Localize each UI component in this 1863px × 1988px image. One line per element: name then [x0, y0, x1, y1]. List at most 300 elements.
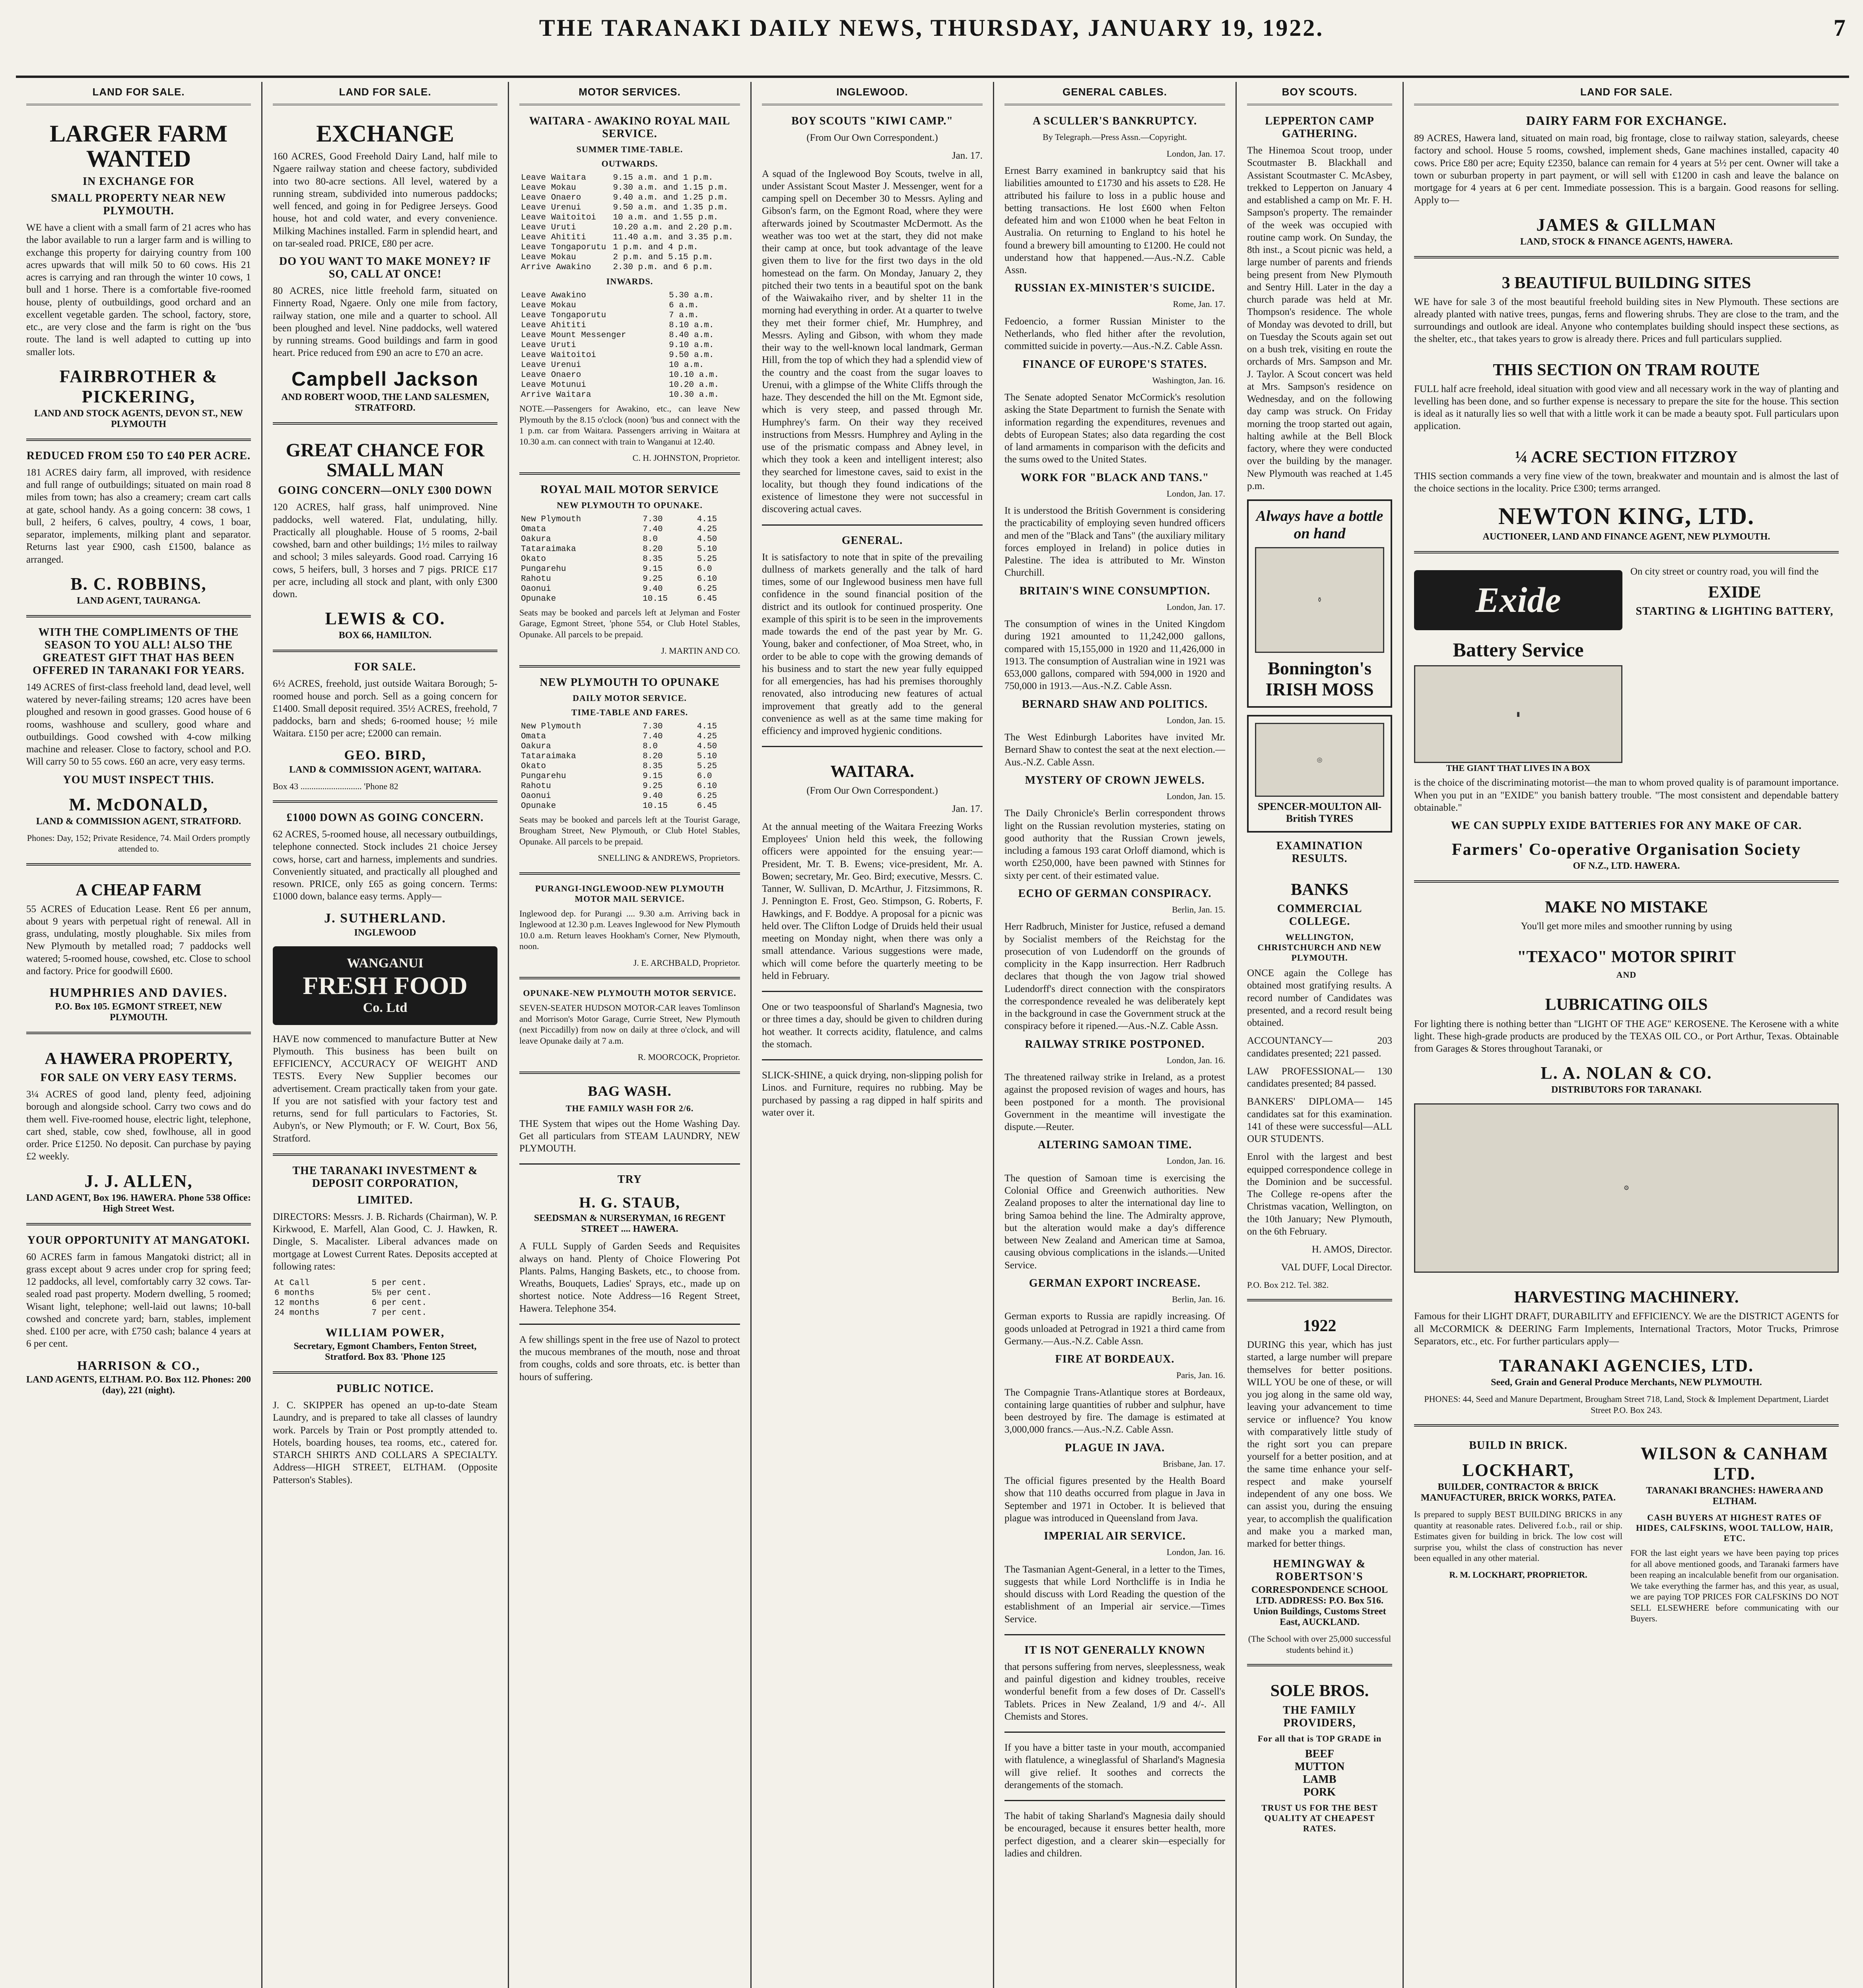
- article-headline: IT IS NOT GENERALLY KNOWN: [1024, 1644, 1205, 1656]
- timetable-row: [519, 574, 740, 584]
- column-heading: LAND FOR SALE.: [1414, 82, 1839, 105]
- article-body: Fedoencio, a former Russian Minister to the Netherlands, who fled hither after the revolution, committed suicide in poverty.—Aus.-N.Z. Cable Assn.: [1004, 316, 1225, 352]
- article-date: Rome, Jan. 17.: [1173, 299, 1225, 309]
- article-body: The Compagnie Trans-Atlantique stores at Bordeaux, containing large quantities of rubber and sulphur, have been destroyed by fire. The damage is estimated at 3,000,000 francs.—Aus.-N.Z. Cable Assn.: [1004, 1387, 1225, 1435]
- table-cell: Leave Mokau: [521, 301, 576, 310]
- ad-subheading: WE CAN SUPPLY EXIDE BATTERIES FOR ANY MAKE OF CAR.: [1451, 819, 1802, 832]
- table-cell: Arrive Awakino: [521, 263, 591, 272]
- table-cell: 6.45: [697, 801, 717, 811]
- article-date: Paris, Jan. 16.: [1176, 1370, 1225, 1380]
- divider: [1247, 1664, 1392, 1666]
- meat-item: MUTTON: [1294, 1760, 1345, 1773]
- table-cell: 6.10: [697, 781, 717, 791]
- article-body: A squad of the Inglewood Boy Scouts, twelve in all, under Assistant Scout Master J. Messenger, went for a camping spell on December 30 to Messrs. Ayling and Gibson's farm, on the Egmont Road, where they were afterwards joined by Scoutmaster McDermott. As the weather was too wet at the start, they did not make their camp at once, but took advantage of the leave given them to live for the first two days in the old homestead on the farm. On Monday, January 2, they pitched their two tents in a beautiful spot on the bank of the Waiwakaiho river, and by shelter 11 in the morning had everything in order. At a quarter to twelve they met their former chief, Mr. Humphrey, and Messrs. Ayling and Gibson, with whom they made their way to the well-known local landmark, German Hill, from the top of which they had a splendid view of the country and the coast from the sugar loaves to Urenui, with a glimpse of the White Cliffs through the haze. They descended the hill on the Mt. Egmont side, which is very steep, and passed through Mr. Humphrey's farm. On their way they received instructions from Messrs. Humphrey and Ayling in the use of the prismatic compass and Abney level, in which they took a keen and intelligent interest; also they searched for limestone caves, said to exist in the locality, but though they found indications of the existence of limestone they were not successful in discovering actual caves.: [762, 168, 983, 515]
- ad-body: WE have a client with a small farm of 21 acres who has the labor available to run a larger farm and is willing to exchange this property for dairying country from 100 acres upwards that will milk 50 to 60 cows. His 21 acres is carrying and ran through the winter 10 cows, 1 bull and 1 horse. There is a comfortable five-roomed house, plenty of outbuildings, good orchard and an excellent vegetable garden. The school, factory, store, etc., are very close and the farm is right on the 'bus route. The land is well adapted to cutting up into smaller lots.: [26, 222, 251, 357]
- ad-body: Seats may be booked and parcels left at Jelyman and Foster Garage, Egmont Street, 'phone 554, or Club Hotel Stables, Opunake. All parcels to be prepaid.: [519, 607, 740, 639]
- ad-subheading: NEW PLYMOUTH TO OPUNAKE.: [557, 500, 703, 510]
- agent-address: LAND & COMMISSION AGENT, WAITARA.: [289, 764, 481, 775]
- bottle-illustration-icon: ⚱: [1255, 547, 1384, 653]
- ad-body: Inglewood dep. for Purangi .... 9.30 a.m. Arriving back in Inglewood at 12.30 p.m. Leaves Inglewood for New Plymouth 10.0 a.m. Return leaves Hookham's Corner, New Plymouth, noon.: [519, 908, 740, 951]
- article-date: London, Jan. 17.: [1166, 602, 1225, 612]
- ad-headline: A HAWERA PROPERTY,: [45, 1050, 233, 1068]
- agent-name: NEWTON KING, LTD.: [1498, 503, 1755, 530]
- article-body: The Daily Chronicle's Berlin correspondent throws light on the Russian revolution mysteries, stating on good authority that the Russian Crown jewels, including a famous 193 carat Orloff diamond, which is worth £250,000, have been pawned with Stinnes for sixty per cent. of their estimated value.: [1004, 808, 1225, 881]
- ad-headline: ¼ ACRE SECTION FITZROY: [1515, 448, 1738, 466]
- divider: [519, 472, 740, 475]
- divider: [519, 872, 740, 875]
- table-cell: Leave Awakino: [521, 291, 586, 300]
- ad-signature: VAL DUFF, Local Director.: [1281, 1262, 1392, 1273]
- divider: [273, 1153, 497, 1156]
- divider: [762, 746, 983, 747]
- table-cell: Rahotu: [521, 781, 551, 791]
- table-cell: Leave Ahititi: [521, 233, 586, 242]
- exide-logo: Exide: [1414, 570, 1622, 630]
- ad-subheading: WELLINGTON, CHRISTCHURCH AND NEW PLYMOUTH.: [1257, 932, 1382, 963]
- ad-body: ACCOUNTANCY— 203 candidates presented; 221 passed.: [1247, 1035, 1392, 1059]
- ad-subheading: EXAMINATION RESULTS.: [1276, 840, 1363, 865]
- table-cell: Arrive Waitara: [521, 390, 591, 400]
- table-cell: 8.20: [643, 751, 663, 761]
- table-cell: Okato: [521, 554, 546, 564]
- table-cell: 9.50 a.m.: [669, 351, 714, 360]
- agent-name: GEO. BIRD,: [344, 747, 426, 763]
- divider: [273, 422, 497, 425]
- table-cell: 5.25: [697, 554, 717, 564]
- agent-address: TARANAKI BRANCHES: HAWERA AND ELTHAM.: [1646, 1485, 1823, 1507]
- ad-subheading: THE FAMILY WASH FOR 2/6.: [565, 1103, 694, 1113]
- agent-address: INGLEWOOD: [354, 927, 416, 938]
- article-headline: WORK FOR "BLACK AND TANS.": [1020, 471, 1209, 484]
- ad-body: You'll get more miles and smoother running by using: [1521, 921, 1732, 932]
- column-land-for-sale-2: [262, 82, 509, 1988]
- column-boy-scouts: [1237, 82, 1404, 1988]
- meat-item: LAMB: [1303, 1773, 1337, 1786]
- ad-subheading: £1000 DOWN AS GOING CONCERN.: [286, 812, 484, 824]
- ad-contact: P.O. Box 212. Tel. 382.: [1247, 1279, 1329, 1290]
- table-cell: Oaonui: [521, 791, 551, 801]
- divider: [519, 1072, 740, 1074]
- ad-headline: A CHEAP FARM: [76, 881, 202, 899]
- ad-subheading: For all that is TOP GRADE in: [1257, 1733, 1382, 1743]
- table-cell: 9.40 a.m. and 1.25 p.m.: [613, 193, 728, 202]
- ad-body: SEVEN-SEATER HUDSON MOTOR-CAR leaves Tomlinson and Morrison's Motor Garage, Currie Street, New Plymouth (next Piccadilly) from now on daily at three o'clock, and will leave Opunake daily at 7 a.m.: [519, 1003, 740, 1046]
- divider: [26, 1032, 251, 1034]
- agent-name: J. J. ALLEN,: [84, 1171, 193, 1191]
- ad-subheading: WAITARA - AWAKINO ROYAL MAIL SERVICE.: [529, 115, 730, 140]
- article-body: The Hinemoa Scout troop, under Scoutmaster B. Blackhall and Assistant Scoutmaster C. McAsbey, trekked to Lepperton on January 4 and established a camp on Mr. F. H. Sampson's property. The remainder of the week was occupied with routine camp work. On Sunday, the 8th inst., a Scout picnic was held, a large number of parents and friends being present from New Plymouth and Sentry Hill. Later in the day a church parade was held at Mr. Thompson's residence. The whole of Monday was devoted to drill, but on Tuesday the Scouts again set out on a bush trek, visiting en route the orchards of Mrs. Sampson and Mr. J. Taylor. A Scout concert was held at Mrs. Sampson's residence on Wednesday, and on the following day camp was struck. On Friday morning the troop started out again, halting awhile at the Bell Block factory, where they were conducted over the building by the manager. New Plymouth was reached at 1.45 p.m.: [1247, 145, 1392, 491]
- table-cell: 7.30: [643, 514, 663, 524]
- ad-headline: THIS SECTION ON TRAM ROUTE: [1493, 361, 1760, 379]
- ad-brand: IRISH MOSS: [1265, 679, 1374, 699]
- table-cell: 9.40: [643, 584, 663, 594]
- timetable-row: [519, 360, 740, 370]
- column-heading: INGLEWOOD.: [762, 82, 983, 105]
- table-cell: Leave Waitoitoi: [521, 351, 596, 360]
- article-byline: (From Our Own Correspondent.): [806, 785, 938, 796]
- timetable-row: [519, 761, 740, 771]
- agent-name: JAMES & GILLMAN: [1536, 215, 1717, 235]
- agent-name: B. C. ROBBINS,: [70, 574, 207, 594]
- ad-body: 3¼ ACRES of good land, plenty feed, adjoining borough and alongside school. Carry two cows and do them well. Five-roomed house, electric light, telephone, cart shed, stable, cow shed, fowlhouse, all in good order. Price £1250. No deposit. Can purchase by paying £2 weekly.: [26, 1089, 251, 1162]
- table-cell: 7 a.m.: [669, 311, 699, 320]
- masthead-title: THE TARANAKI DAILY NEWS, THURSDAY, JANUARY 19, 1922.: [539, 15, 1324, 41]
- agent-address: CORRESPONDENCE SCHOOL LTD. ADDRESS: P.O. Box 516. Union Buildings, Customs Street East, AUCKLAND.: [1251, 1585, 1388, 1628]
- divider: [1414, 880, 1839, 883]
- timetable-row: [519, 203, 740, 213]
- agent-address: AND ROBERT WOOD, THE LAND SALESMEN, STRATFORD.: [281, 392, 489, 413]
- article-body: Ernest Barry examined in bankruptcy said that his liabilities amounted to £1730 and his assets to £28. He attributed his failure to loss in a public house and betting transactions. He lost £600 when Felton defeated him and won £1000 when he beat Felton in Australia. On returning to England to his hotel he found a brewery bill amounting to £1200. He could not understand how that happened.—Aus.-N.Z. Cable Assn.: [1004, 165, 1225, 276]
- table-cell: Pungarehu: [521, 771, 566, 781]
- article-date: London, Jan. 16.: [1166, 1156, 1225, 1166]
- ad-subheading: LIMITED.: [357, 1194, 413, 1206]
- agent-phones: PHONES: 44, Seed and Manure Department, Brougham Street 718, Land, Stock & Implement Department, Liardet Street P.O. Box 243.: [1424, 1394, 1829, 1415]
- irish-moss-ad: [1247, 499, 1392, 708]
- table-cell: Pungarehu: [521, 564, 566, 574]
- agent-name: Farmers' Co-operative Organisation Society: [1451, 841, 1801, 859]
- ad-headline: "TEXACO" MOTOR SPIRIT: [1517, 948, 1736, 967]
- timetable-row: [519, 262, 740, 272]
- ad-subheading: DAIRY FARM FOR EXCHANGE.: [1526, 113, 1727, 128]
- logo-line: WANGANUI: [347, 955, 423, 971]
- agent-name: H. G. STAUB,: [579, 1194, 680, 1211]
- agent-name: WILLIAM POWER,: [325, 1326, 445, 1340]
- timetable-row: [519, 233, 740, 243]
- table-cell: 5.30 a.m.: [669, 291, 714, 300]
- ad-subheading: COMMERCIAL COLLEGE.: [1277, 903, 1362, 928]
- ad-subheading: PURANGI-INGLEWOOD-NEW PLYMOUTH MOTOR MAIL SERVICE.: [535, 883, 725, 904]
- timetable-row: [519, 173, 740, 183]
- table-cell: Oakura: [521, 534, 551, 544]
- table-cell: 8.35: [643, 761, 663, 771]
- agent-address: BOX 66, HAMILTON.: [338, 630, 432, 641]
- table-cell: Oakura: [521, 742, 551, 751]
- article-date: Brisbane, Jan. 17.: [1162, 1458, 1225, 1469]
- ad-headline: EXCHANGE: [316, 120, 454, 147]
- agent-name: L. A. NOLAN & CO.: [1541, 1063, 1712, 1083]
- article-headline: A SCULLER'S BANKRUPTCY.: [1032, 115, 1197, 127]
- wanganui-fresh-food-logo: [273, 946, 497, 1025]
- table-cell: Oaonui: [521, 584, 551, 594]
- timetable-row: [519, 350, 740, 360]
- article-body: The West Edinburgh Laborites have invited Mr. Bernard Shaw to contest the seat at the next election.—Aus.-N.Z. Cable Assn.: [1004, 732, 1225, 768]
- table-cell: 5.10: [697, 544, 717, 554]
- article-body: If you have a bitter taste in your mouth, accompanied with flatulence, a wineglassful of Sharland's Magnesia will give relief. It soothes and corrects the derangements of the stomach.: [1004, 1742, 1225, 1790]
- table-cell: 5.25: [697, 761, 717, 771]
- table-cell: Omata: [521, 524, 546, 534]
- table-cell: 8.0: [643, 534, 658, 544]
- divider: [1004, 1732, 1225, 1733]
- ad-body: Seats may be booked and parcels left at the Tourist Garage, Brougham Street, New Plymouth, or Club Hotel Stables, Opunake. All parcels to be prepaid.: [519, 814, 740, 846]
- article-body: One or two teaspoonsful of Sharland's Magnesia, two or three times a day, should be given to children during hot weather. It corrects acidity, flatulence, and calms the stomach.: [762, 1002, 983, 1050]
- article-body: The official figures presented by the Health Board show that 110 deaths occurred from plague in Java in September and 1971 in October. It is believed that plague was introduced in Queensland from Java.: [1004, 1475, 1225, 1524]
- ad-subheading: BUILD IN BRICK.: [1469, 1439, 1568, 1452]
- ad-body: DURING this year, which has just started, a large number will prepare themselves for better positions. WILL YOU be one of these, or will you jog along in the same old way, leaving your advancement to time service or influence? You know with comparatively little study of the right sort you can prepare yourself for a better position, and at the same time enhance your self-respect and make yourself independent of any one boss. We can assist you, during the ensuing year, to accomplish the qualification and make you a marked man, marked for better things.: [1247, 1340, 1392, 1549]
- divider: [26, 863, 251, 866]
- agent-address: DISTRIBUTORS FOR TARANAKI.: [1551, 1085, 1702, 1095]
- reaper-illustration-icon: ⚙: [1414, 1103, 1839, 1273]
- timetable-row: [519, 213, 740, 223]
- table-cell: 9.15: [643, 564, 663, 574]
- ad-headline: BANKS: [1291, 881, 1348, 899]
- table-cell: 9.25: [643, 781, 663, 791]
- logo-line: FRESH FOOD: [303, 971, 468, 1000]
- table-cell: 8.10 a.m.: [669, 321, 714, 330]
- agent-name: LEWIS & CO.: [325, 609, 445, 629]
- table-cell: Opunake: [521, 594, 556, 604]
- column-heading: GENERAL CABLES.: [1004, 82, 1225, 105]
- table-cell: 7 per cent.: [371, 1309, 427, 1318]
- ad-headline: LUBRICATING OILS: [1545, 996, 1708, 1014]
- table-cell: 4.50: [697, 534, 717, 544]
- ad-subheading: FOR SALE ON VERY EASY TERMS.: [40, 1072, 237, 1084]
- exide-logo-sub: Battery Service: [1453, 639, 1584, 661]
- article-body: Herr Radbruch, Minister for Justice, refused a demand by Socialist members of the Reichstag for the prosecution of von Ludendorff on the grounds of complicity in the Kapp insurrection. Herr Radbruch declares that though the von Jagow trial showed Ludendorff's direct connection with the conspirators the correspondence revealed he was deliberately kept in the background in case the Government struck at the conspiracy before it ripened.—Aus.-N.Z. Cable Assn.: [1004, 921, 1225, 1032]
- timetable-row: [519, 742, 740, 751]
- divider: [762, 1059, 983, 1060]
- ad-subheading: TRY: [617, 1173, 642, 1186]
- timetable-row: [519, 751, 740, 761]
- agent-box: Box 43 ............................ 'Phone 82: [273, 781, 398, 791]
- ad-subheading: IN EXCHANGE FOR: [82, 175, 194, 188]
- column-heading: MOTOR SERVICES.: [519, 82, 740, 105]
- table-cell: New Plymouth: [521, 722, 581, 731]
- table-cell: At Call: [274, 1279, 310, 1288]
- table-cell: 6 a.m.: [669, 301, 699, 310]
- table-cell: Leave Tongaporutu: [521, 311, 606, 320]
- table-cell: Leave Tongaporutu: [521, 243, 606, 252]
- ad-body: J. C. SKIPPER has opened an up-to-date Steam Laundry, and is prepared to take all classes of laundry work. Parcels by Train or Post promptly attended to. Hotels, boarding houses, tea rooms, etc., catered for. STARCH SHIRTS AND COLLARS A SPECIALTY. Address—HIGH STREET, ELTHAM. (Opposite Patterson's Stables).: [273, 1400, 497, 1485]
- timetable-row: [519, 243, 740, 252]
- ad-subheading: DO YOU WANT TO MAKE MONEY? IF SO, CALL AT ONCE!: [279, 255, 491, 280]
- table-cell: Tataraimaka: [521, 751, 576, 761]
- table-cell: 9.15: [643, 771, 663, 781]
- exide-caption: THE GIANT THAT LIVES IN A BOX: [1446, 763, 1591, 773]
- agent-address: LAND AGENT, TAURANGA.: [77, 595, 200, 606]
- article-date: Jan. 17.: [952, 803, 983, 814]
- table-cell: 8.20: [643, 544, 663, 554]
- lockhart-ad: [1414, 1435, 1622, 1630]
- table-cell: Leave Motunui: [521, 381, 586, 390]
- ad-body: FULL half acre freehold, ideal situation with good view and all necessary work in the way of planting and levelling has been done, and so further expense is necessary to prepare the site for the house. This section is ideal as it naturally lies so well that with a little work it can be made a beauty spot. Full particulars upon application.: [1414, 383, 1839, 432]
- ad-subheading: DAILY MOTOR SERVICE.: [573, 693, 687, 703]
- table-cell: 5.10: [697, 751, 717, 761]
- agent-name: LOCKHART,: [1462, 1460, 1574, 1480]
- timetable-row: [519, 380, 740, 390]
- ad-headline: LARGER FARM WANTED: [49, 120, 228, 172]
- deposit-rates-table: [273, 1278, 497, 1318]
- royal-mail-timetable: [519, 514, 740, 604]
- table-cell: 12 months: [274, 1299, 320, 1308]
- column-heading: BOY SCOUTS.: [1247, 82, 1392, 105]
- agent-address: BUILDER, CONTRACTOR & BRICK MANUFACTURER, BRICK WORKS, PATEA.: [1420, 1482, 1616, 1503]
- table-cell: 9.15 a.m. and 1 p.m.: [613, 173, 713, 182]
- article-body: SLICK-SHINE, a quick drying, non-slipping polish for Linos. and Furniture, requires no rubbing. May be purchased by passing a rag dipped in half spirits and water over it.: [762, 1070, 983, 1118]
- ad-signature: H. AMOS, Director.: [1311, 1244, 1392, 1255]
- ad-subheading: TIME-TABLE AND FARES.: [571, 707, 688, 717]
- article-body: It is satisfactory to note that in spite of the prevailing dullness of markets generally and the talk of hard times, some of our Inglewood business men have full confidence in the sound financial position of the district and its outlook for continued prosperity. One example of this spirit is to be seen in the improvements made towards the end of the past year by Mr. G. Young, baker and confectioner, of Moa Street, who, in order to be able to cope with the growing demands of his business and to start the new year fully equipped for all emergencies, has had his premises thoroughly renovated, also introducing new features of actual improvement that greatly add to the general convenience as well as at the same time making for efficiency and improved hygienic conditions.: [762, 551, 983, 736]
- article-body: The Senate adopted Senator McCormick's resolution asking the State Department to furnish the Senate with information regarding the expenditures, revenues and debts of European States; also data regarding the cost of land armaments in comparison with the deficits and the sums owed to the United States.: [1004, 392, 1225, 465]
- ad-body: LAW PROFESSIONAL— 130 candidates presented; 84 passed.: [1247, 1066, 1392, 1089]
- spencer-moulton-ad: [1247, 715, 1392, 833]
- article-headline: GENERAL.: [841, 534, 903, 547]
- ad-body: THIS section commands a very fine view of the town, breakwater and mountain and is almost the last of the choice sections in the locality. Price £300; terms arranged.: [1414, 470, 1839, 494]
- timetable-row: [519, 584, 740, 594]
- timetable-row: [519, 534, 740, 544]
- table-cell: 10.15: [643, 594, 668, 604]
- agent-address: LAND AND STOCK AGENTS, DEVON ST., NEW PLYMOUTH: [34, 408, 243, 429]
- timetable-row: [519, 390, 740, 400]
- article-body: The Tasmanian Agent-General, in a letter to the Times, suggests that while Lord Northcliffe is in India he should discuss with Lord Reading the question of the establishment of an Imperial air service.—Times Service.: [1004, 1564, 1225, 1625]
- battery-illustration-icon: ▮: [1414, 665, 1622, 763]
- agent-address: LAND AGENT, Box 196. HAWERA. Phone 538 Office: High Street West.: [26, 1192, 251, 1214]
- timetable-row: [519, 252, 740, 262]
- table-cell: 8.35: [643, 554, 663, 564]
- article-date: Jan. 17.: [952, 150, 983, 161]
- ad-headline: HARVESTING MACHINERY.: [1514, 1288, 1739, 1307]
- meats-list: [1247, 1748, 1392, 1799]
- article-body: The threatened railway strike in Ireland, as a protest against the proposed revision of wages and hours, has been postponed for a month. The provisional Government in the meantime will investigate the dispute.—Reuter.: [1004, 1072, 1225, 1132]
- logo-line: Co. Ltd: [363, 1000, 408, 1015]
- timetable-row: [519, 781, 740, 791]
- column-motor-services: [509, 82, 752, 1988]
- timetable-row: [519, 330, 740, 340]
- article-headline: BERNARD SHAW AND POLITICS.: [1022, 698, 1208, 711]
- ad-body: WE have for sale 3 of the most beautiful freehold building sites in New Plymouth. These sections are already planted with native trees, pungas, ferns and flowering shrubs. They are close to the tram, and the surroundings and outlook are ideal. Anyone who contemplates building should inspect these sections, as the shelter, etc., that takes years to grow is already there. Prices and full particulars supplied.: [1414, 296, 1839, 345]
- ad-body: ONCE again the College has obtained most gratifying results. A record number of Candidates was presented, and a record result being obtained.: [1247, 968, 1392, 1029]
- article-headline: BOY SCOUTS "KIWI CAMP.": [791, 115, 953, 127]
- article-body: The habit of taking Sharland's Magnesia daily should be encouraged, because it ensures better health, more perfect digestion, and a clearer skin—especially for ladies and children.: [1004, 1811, 1225, 1859]
- ad-subheading: FOR SALE.: [354, 661, 416, 674]
- ad-headline: GREAT CHANCE FOR SMALL MAN: [286, 439, 485, 481]
- table-cell: Rahotu: [521, 574, 551, 584]
- ad-subheading: WITH THE COMPLIMENTS OF THE SEASON TO YOU ALL! ALSO THE GREATEST GIFT THAT HAS BEEN OFFERED IN TARANAKI FOR YEARS.: [33, 626, 245, 677]
- timetable-row: [519, 722, 740, 732]
- table-cell: 8.0: [643, 742, 658, 751]
- ad-body: On city street or country road, you will find the: [1630, 566, 1819, 577]
- agent-name: M. McDONALD,: [69, 794, 208, 814]
- rate-row: [273, 1308, 497, 1318]
- table-cell: 6.10: [697, 574, 717, 584]
- table-cell: 9.50 a.m. and 1.35 p.m.: [613, 203, 728, 212]
- table-cell: Opunake: [521, 801, 556, 811]
- agent-address: Secretary, Egmont Chambers, Fenton Street, Stratford. Box 83. 'Phone 125: [293, 1341, 477, 1363]
- divider: [519, 977, 740, 979]
- proprietor: C. H. JOHNSTON, Proprietor.: [632, 453, 740, 463]
- table-cell: 10 a.m.: [669, 361, 704, 370]
- agent-phones: Phones: Day, 152; Private Residence, 74. Mail Orders promptly attended to.: [27, 833, 251, 854]
- ad-subheading: YOU MUST INSPECT THIS.: [63, 773, 214, 786]
- article-date: London, Jan. 16.: [1166, 1055, 1225, 1065]
- divider: [1414, 256, 1839, 258]
- timetable-row: [519, 544, 740, 554]
- table-cell: Leave Mount Messenger: [521, 331, 626, 340]
- timetable-row: [519, 524, 740, 534]
- divider: [1414, 1424, 1839, 1427]
- ad-body: DIRECTORS: Messrs. J. B. Richards (Chairman), W. P. Kirkwood, E. Marfell, Alan Good, C. J. Hawken, R. Dingle, S. Macalister. Liberal advances made on mortgage at Lowest Current Rates. Deposits accepted at following rates:: [273, 1211, 497, 1272]
- column-heading: LAND FOR SALE.: [26, 82, 251, 105]
- article-body: It is understood the British Government is considering the practicability of employing seven hundred officers and men of the "Black and Tans" (the auxiliary military forces employed in Ireland) in police duties in Palestine. The idea is attributed to Mr. Winston Churchill.: [1004, 505, 1225, 579]
- ad-body: is the choice of the discriminating motorist—the man to whom proved quality is of paramount importance. When you put in an "EXIDE" you banish battery trouble. "The most consistent and dependable battery obtainable.": [1414, 777, 1839, 813]
- table-cell: 10.20 a.m.: [669, 381, 719, 390]
- table-cell: 4.15: [697, 514, 717, 524]
- article-headline: WAITARA.: [830, 763, 914, 781]
- divider: [273, 650, 497, 652]
- ad-subheading: INWARDS.: [606, 276, 653, 286]
- divider: [519, 1324, 740, 1325]
- divider: [273, 1371, 497, 1374]
- ad-subheading: REDUCED FROM £50 TO £40 PER ACRE.: [26, 449, 251, 462]
- agent-name: Campbell Jackson: [291, 367, 479, 390]
- table-cell: 1 p.m. and 4 p.m.: [613, 243, 698, 252]
- meat-item: BEEF: [1305, 1747, 1335, 1760]
- table-cell: 5 per cent.: [371, 1279, 427, 1288]
- table-cell: 9.30 a.m. and 1.15 p.m.: [613, 183, 728, 192]
- ad-subheading: NEW PLYMOUTH TO OPUNAKE: [540, 676, 720, 689]
- rate-row: [273, 1278, 497, 1288]
- table-cell: Leave Uruti: [521, 341, 576, 350]
- ad-body: For lighting there is nothing better than "LIGHT OF THE AGE" KEROSENE. The Kerosene with a white light. These high-grade products are produced by the TEXAS OIL CO., or Port Arthur, Texas. Obtainable from Garages & Stores throughout Taranaki, or: [1414, 1018, 1839, 1054]
- table-cell: 10 a.m. and 1.55 p.m.: [613, 213, 719, 222]
- table-cell: Okato: [521, 761, 546, 771]
- table-cell: 2.30 p.m. and 6 p.m.: [613, 263, 713, 272]
- ad-subheading: GOING CONCERN—ONLY £300 DOWN: [278, 484, 492, 497]
- agent-address: AUCTIONEER, LAND AND FINANCE AGENT, NEW PLYMOUTH.: [1482, 532, 1770, 542]
- table-cell: 11.40 a.m. and 3.35 p.m.: [613, 233, 733, 242]
- table-cell: Leave Uruti: [521, 223, 576, 232]
- ad-body: HAVE now commenced to manufacture Butter at New Plymouth. This business has been built on EFFICIENCY, ACCURACY OF WEIGHT AND TESTS. Every New Supplier becomes our advertisement. Cream practically taken from your gate. If you are not satisfied with your factory test and returns, send for full particulars to Factories, St. Aubyn's, or New Plymouth; or F. W. Court, Box 56, Stratford.: [273, 1033, 497, 1144]
- timetable-row: [519, 370, 740, 380]
- table-cell: Leave Onaero: [521, 371, 581, 380]
- article-headline: GERMAN EXPORT INCREASE.: [1029, 1277, 1201, 1289]
- table-cell: 10.10 a.m.: [669, 371, 719, 380]
- timetable-row: [519, 564, 740, 574]
- table-cell: Omata: [521, 732, 546, 741]
- table-cell: Leave Mokau: [521, 183, 576, 192]
- ad-subheading: YOUR OPPORTUNITY AT MANGATOKI.: [27, 1234, 250, 1246]
- ad-subheading: OPUNAKE-NEW PLYMOUTH MOTOR SERVICE.: [523, 988, 736, 998]
- masthead: [0, 0, 1863, 56]
- table-cell: 24 months: [274, 1309, 320, 1318]
- ad-body: 55 ACRES of Education Lease. Rent £6 per annum, about 9 years with perpetual right of renewal. All in grass, undulating, mostly ploughable. Six miles from New Plymouth by metalled road; 7 paddocks well watered; 5-roomed house, cowshed, etc. Close to school and factory. Price for goodwill £600.: [26, 903, 251, 977]
- column-heading: LAND FOR SALE.: [273, 82, 497, 105]
- ad-body: 120 ACRES, half grass, half unimproved. Nine paddocks, well watered. Flat, undulating, hilly. Practically all ploughable. House of 5 rooms, 2-bail cowshed, barn and other buildings; 1½ miles to railway and school; 3 miles saleyards. Good road. Carrying 16 cows, 5 heifers, bull, 3 horses and 7 pigs. PRICE £17 per acre, including all stock and plant, with only £300 down.: [273, 502, 497, 600]
- divider: [762, 524, 983, 526]
- ad-subheading: SMALL PROPERTY NEAR NEW PLYMOUTH.: [51, 192, 226, 217]
- ad-body: A few shillings spent in the free use of Nazol to protect the mucous membranes of the mouth, nose and throat from coughs, colds and sore throats, etc. is better than hours of suffering.: [519, 1334, 740, 1382]
- table-cell: 7.40: [643, 732, 663, 741]
- article-headline: RUSSIAN EX-MINISTER'S SUICIDE.: [1014, 282, 1215, 295]
- ad-headline: MAKE NO MISTAKE: [1545, 898, 1708, 917]
- ad-headline: SOLE BROS.: [1270, 1682, 1369, 1701]
- divider: [1004, 1800, 1225, 1801]
- table-cell: Leave Urenui: [521, 203, 581, 212]
- ad-subheading: THE FAMILY PROVIDERS,: [1282, 1704, 1357, 1729]
- article-date: Berlin, Jan. 15.: [1172, 904, 1225, 914]
- agent-name: TARANAKI AGENCIES, LTD.: [1499, 1356, 1754, 1376]
- ad-subheading: PUBLIC NOTICE.: [336, 1382, 434, 1395]
- ad-brand: Bonnington's: [1268, 658, 1372, 678]
- ad-subheading: TRUST US FOR THE BEST QUALITY AT CHEAPEST RATES.: [1261, 1802, 1378, 1833]
- table-cell: 7.30: [643, 722, 663, 731]
- article-headline: ECHO OF GERMAN CONSPIRACY.: [1018, 887, 1212, 900]
- proprietor: J. E. ARCHBALD, Proprietor.: [633, 957, 740, 968]
- timetable-row: [519, 514, 740, 524]
- article-body: At the annual meeting of the Waitara Freezing Works Employees' Union held this week, the following officers were appointed for the ensuing year:—President, Mr. T. B. Ewens; vice-president, Mr. A. Bowen; secretary, Mr. Geo. Bird; executive, Messrs. C. Tanner, W. Sullivan, D. McArthur, J. Fitzsimmons, R. J. Pennington E. Frost, Geo. Stimpson, G. Roberts, F. Hawkings, and F. Boddye. A proposal for a picnic was held over. The Clifton Lodge of Druids held their usual meeting on Monday night, when there was only a small attendance. Various suggestions were made, which will come before the quarterly meeting to be held in February.: [762, 821, 983, 981]
- ad-body: A FULL Supply of Garden Seeds and Requisites always on hand. Plenty of Choice Flowering Pot Plants. Palms, Hanging Baskets, etc., to choose from. Wreaths, Bouquets, Ladies' Sprays, etc., made up on shortest notice. Note Address—16 Regent Street, Hawera. Telephone 354.: [519, 1241, 740, 1314]
- article-headline: PLAGUE IN JAVA.: [1065, 1441, 1165, 1454]
- article-headline: BRITAIN'S WINE CONSUMPTION.: [1019, 584, 1210, 597]
